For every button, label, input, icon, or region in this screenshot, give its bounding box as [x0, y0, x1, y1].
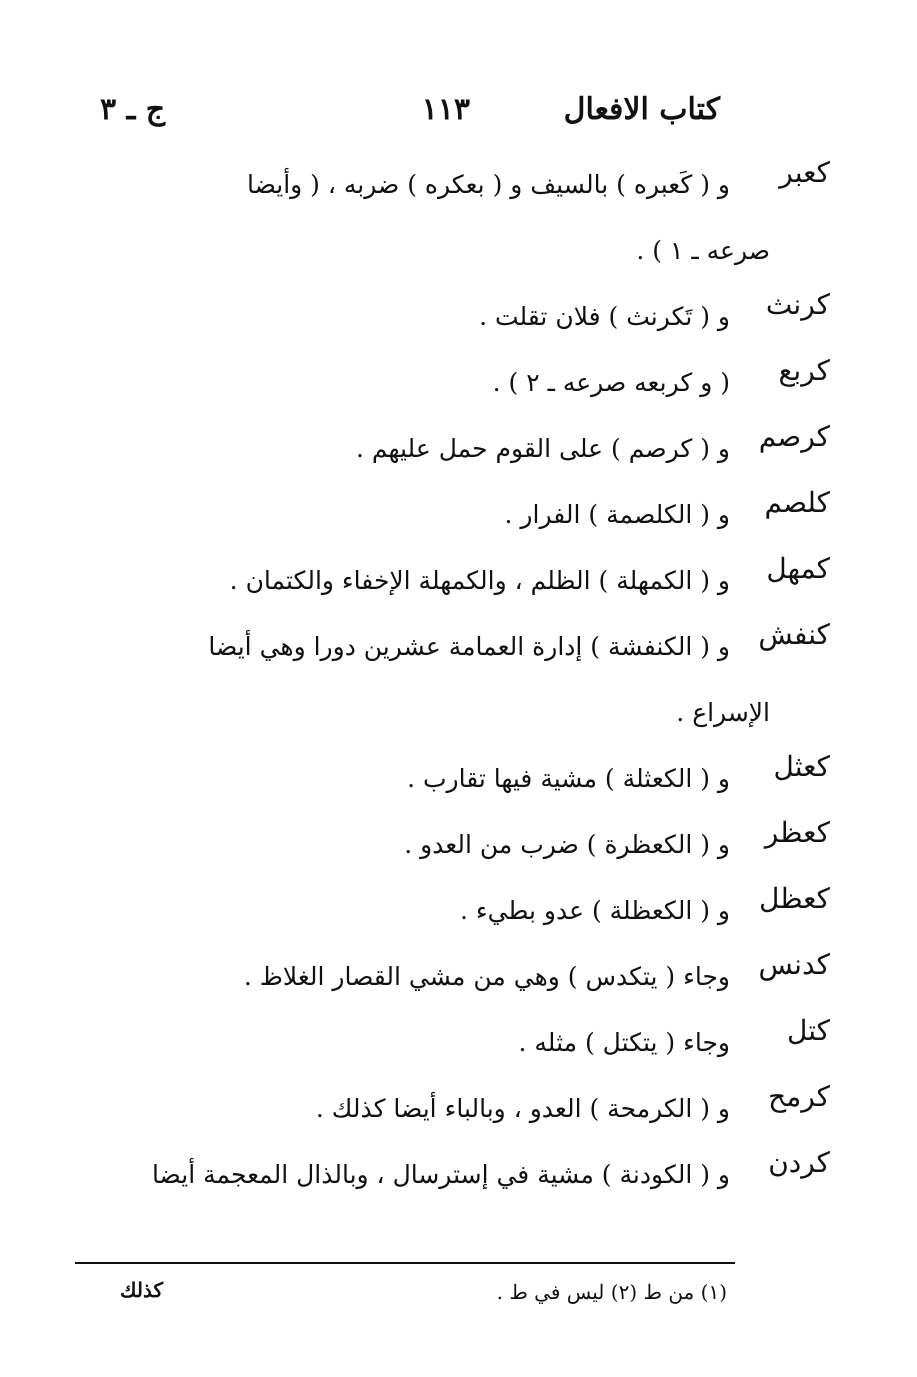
volume-part: ج ـ ٣ [100, 92, 166, 127]
footnote-rule [75, 1262, 735, 1264]
dictionary-entry [70, 1076, 840, 1142]
entry-definition [70, 1076, 730, 1142]
entry-root-word: كدنس [758, 948, 830, 981]
book-title: كتاب الافعال [563, 92, 720, 127]
entry-definition [70, 812, 730, 878]
definition-line: و ( الكمهلة ) الظلم ، والكمهلة الإخفاء والكتمان . [229, 566, 730, 595]
entry-root-word: كعظر [764, 816, 830, 849]
dictionary-entry [70, 284, 840, 350]
definition-line: و ( الكودنة ) مشية في إسترسال ، وبالذال المعجمة أيضا [151, 1160, 730, 1189]
definition-line: و ( تَكرنث ) فلان تقلت . [479, 302, 730, 331]
entry-root-word: كرصم [758, 420, 830, 453]
dictionary-entry [70, 1010, 840, 1076]
dictionary-entries [70, 152, 840, 1208]
definition-line: صرعه ـ ١ ) . [636, 236, 770, 265]
entry-root-word: كلصم [764, 486, 830, 519]
definition-line: و ( الكعظرة ) ضرب من العدو . [404, 830, 730, 859]
definition-line: و ( كَعبره ) بالسيف و ( بعكره ) ضربه ، ( وأيضا [246, 170, 730, 199]
entry-definition [70, 614, 770, 746]
entry-definition [70, 482, 730, 548]
definition-line: و ( الكلصمة ) الفرار . [504, 500, 730, 529]
footnotes: (١) من ط (٢) ليس في ط . [496, 1280, 727, 1304]
definition-line: وجاء ( يتكدس ) وهي من مشي القصار الغلاظ . [243, 962, 730, 991]
entry-root-word: كرمح [768, 1080, 830, 1113]
entry-definition [70, 1010, 730, 1076]
entry-definition [70, 152, 770, 284]
entry-definition [70, 548, 730, 614]
page-header [100, 92, 720, 142]
entry-definition [70, 1142, 730, 1208]
entry-definition [70, 284, 730, 350]
catchword: كذلك [120, 1278, 163, 1302]
entry-definition [70, 350, 730, 416]
entry-root-word: كمهل [766, 552, 830, 585]
entry-root-word: كردن [768, 1146, 830, 1179]
dictionary-entry [70, 878, 840, 944]
definition-line: و ( الكعثلة ) مشية فيها تقارب . [407, 764, 730, 793]
entry-root-word: كتل [787, 1014, 830, 1047]
definition-line: و ( الكرمحة ) العدو ، وبالباء أيضا كذلك . [315, 1094, 730, 1123]
definition-line: و ( كرصم ) على القوم حمل عليهم . [355, 434, 730, 463]
dictionary-entry [70, 944, 840, 1010]
dictionary-entry [70, 614, 840, 746]
entry-definition [70, 878, 730, 944]
definition-line: وجاء ( يتكتل ) مثله . [518, 1028, 730, 1057]
entry-root-word: كرنث [765, 288, 830, 321]
dictionary-entry [70, 812, 840, 878]
dictionary-entry [70, 152, 840, 284]
dictionary-entry [70, 482, 840, 548]
definition-line: الإسراع . [676, 698, 770, 727]
dictionary-entry [70, 416, 840, 482]
entry-definition [70, 944, 730, 1010]
dictionary-entry [70, 548, 840, 614]
dictionary-entry [70, 1142, 840, 1208]
entry-root-word: كنفش [758, 618, 830, 651]
entry-definition [70, 416, 730, 482]
entry-definition [70, 746, 730, 812]
entry-root-word: كعظل [758, 882, 830, 915]
dictionary-entry [70, 350, 840, 416]
definition-line: و ( الكنفشة ) إدارة العمامة عشرين دورا وهي أيضا [208, 632, 730, 661]
definition-line: و ( الكعظلة ) عدو بطيء . [460, 896, 730, 925]
entry-root-word: كعثل [773, 750, 830, 783]
dictionary-entry [70, 746, 840, 812]
definition-line: ( و كربعه صرعه ـ ٢ ) . [492, 368, 730, 397]
page-number: ١١٣ [421, 92, 470, 127]
entry-root-word: كعبر [779, 156, 830, 189]
entry-root-word: كربع [778, 354, 830, 387]
